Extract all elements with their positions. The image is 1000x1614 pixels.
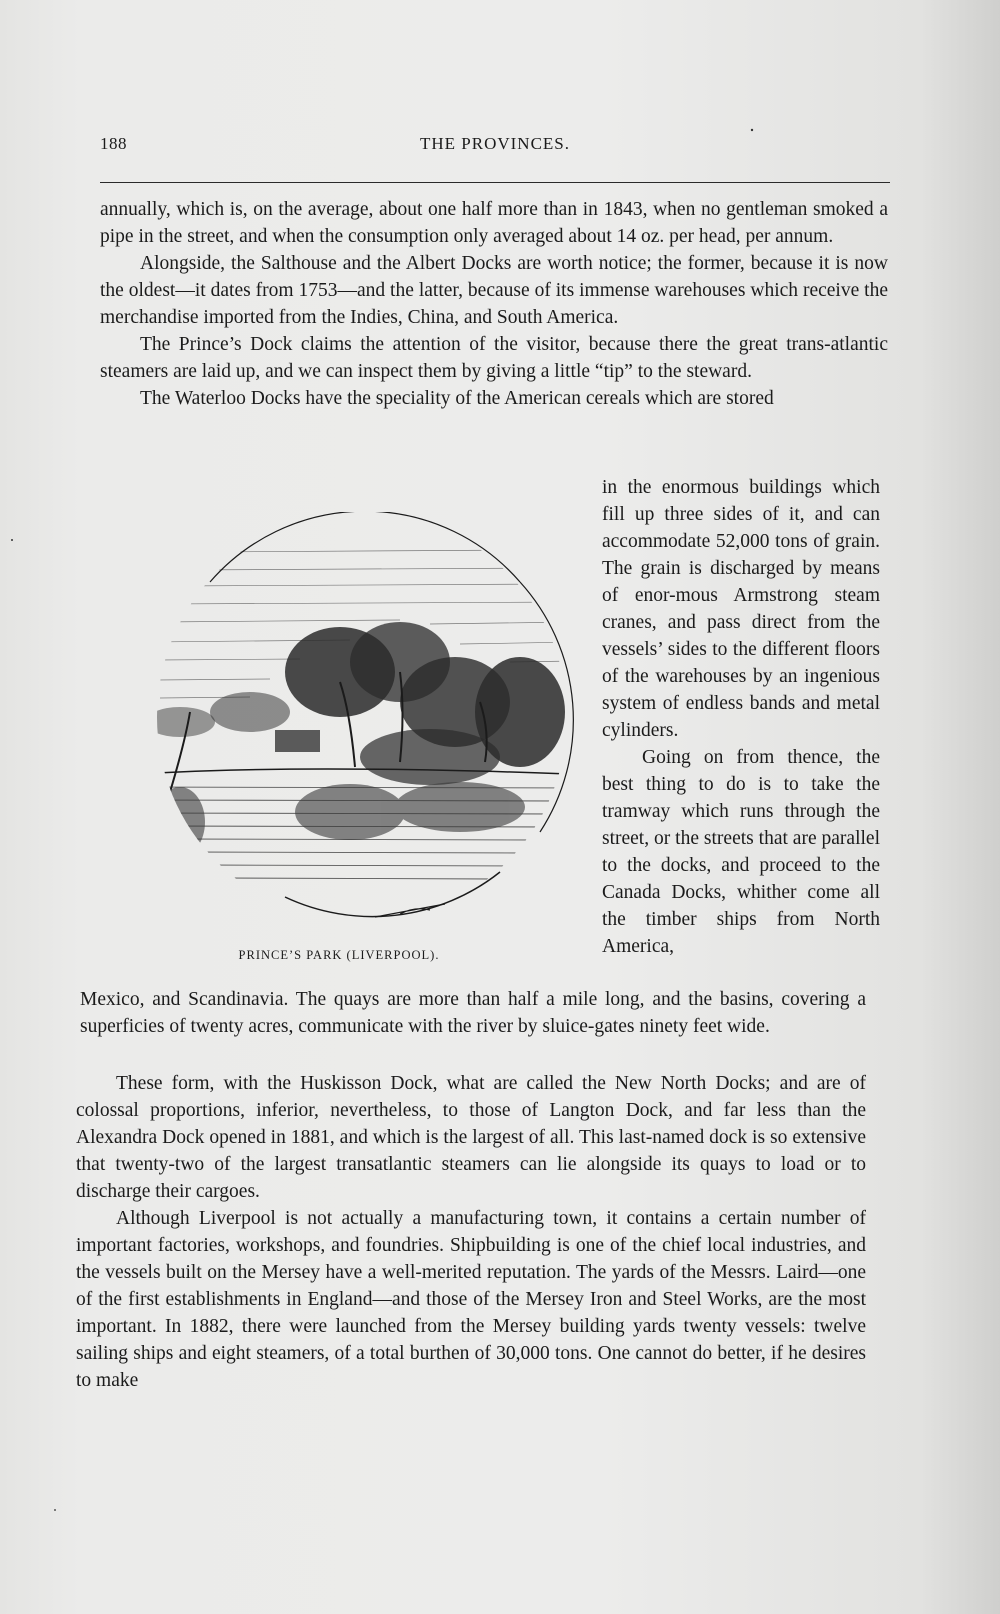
- engraving-princes-park: [100, 512, 600, 952]
- text-block-middle: [80, 986, 866, 1040]
- paragraph-waterloo-cont: in the enormous buildings which fill up three sides of it, and can accommodate 52,000 tons of grain. The grain is discharged by means of enor-mous Armstrong steam cranes, and pass direct from the vessels’ sides to the different floors of the warehouses by an ingenious system of endless bands and metal cylinders.: [602, 477, 880, 741]
- engraving-drawing: [100, 512, 600, 952]
- running-head: THE PROVINCES.: [419, 134, 570, 153]
- paragraph-salthouse-albert: Alongside, the Salthouse and the Albert Docks are worth notice; the former, because it is now the oldest—it dates from 1753—and the latter, because of its immense warehouses which receive the merchandise imported from the Indies, China, and South America.: [100, 253, 888, 328]
- far-bank: [140, 769, 570, 774]
- house: [275, 730, 320, 752]
- text-block-bottom: [76, 1070, 866, 1394]
- paragraph-princes-dock: The Prince’s Dock claims the attention of the visitor, because there the great trans-atlantic steamers are laid up, and we can inspect them by giving a little “tip” to the steward.: [100, 334, 888, 382]
- paragraph-shipbuilding: Although Liverpool is not actually a manufacturing town, it contains a certain number of important factories, workshops, and foundries. Shipbuilding is one of the chief local industries, and the vessels built on the Mersey have a well-merited reputation. The yards of the Messrs. Laird—one of the first establishments in England—and those of the Mersey Iron and Steel Works, are the most important. In 1882, there were launched from the Mersey building yards twenty vessels: twelve sailing ships and eight steamers, of a total burthen of 30,000 tons. One cannot do better, if he desires to make: [76, 1208, 866, 1391]
- speck: [54, 1509, 56, 1511]
- speck: [11, 539, 13, 541]
- page-number: 188: [100, 134, 127, 153]
- paragraph-tramway: Going on from thence, the best thing to do is to take the tramway which runs through the street, or the streets that are parallel to the docks, and proceed to the Canada Docks, whither come all the timber ships from North America,: [602, 747, 880, 957]
- text-block-column: [602, 474, 880, 960]
- frame-arc-top: [210, 512, 520, 582]
- paragraph-waterloo-start: The Waterloo Docks have the speciality of the American cereals which are stored: [140, 388, 774, 409]
- paragraph-huskisson: These form, with the Huskisson Dock, what are called the New North Docks; and are of colossal proportions, inferior, nevertheless, to those of Langton Dock, and far less than the Alexandra Dock opened in 1881, and which is the largest of all. This last-named dock is so extensive that twenty-two of the largest transatlantic steamers can lie alongside its quays to load or to discharge their cargoes.: [76, 1073, 866, 1202]
- artist-signature: [375, 904, 445, 917]
- header-rule: [100, 182, 890, 183]
- reflection-shadows: [155, 782, 525, 857]
- speck: [751, 129, 753, 131]
- paragraph-canada-docks: Mexico, and Scandinavia. The quays are more than half a mile long, and the basins, covering a superficies of twenty acres, communicate with the river by sluice-gates ninety feet wide.: [80, 989, 866, 1037]
- illustration-caption: PRINCE’S PARK (LIVERPOOL).: [238, 948, 440, 962]
- paragraph-tobacco: annually, which is, on the average, about one half more than in 1843, when no gentleman smoked a pipe in the street, and when the consumption only averaged about 14 oz. per head, per annum.: [100, 199, 888, 247]
- text-block-top: [100, 196, 888, 412]
- page-header: [100, 134, 890, 160]
